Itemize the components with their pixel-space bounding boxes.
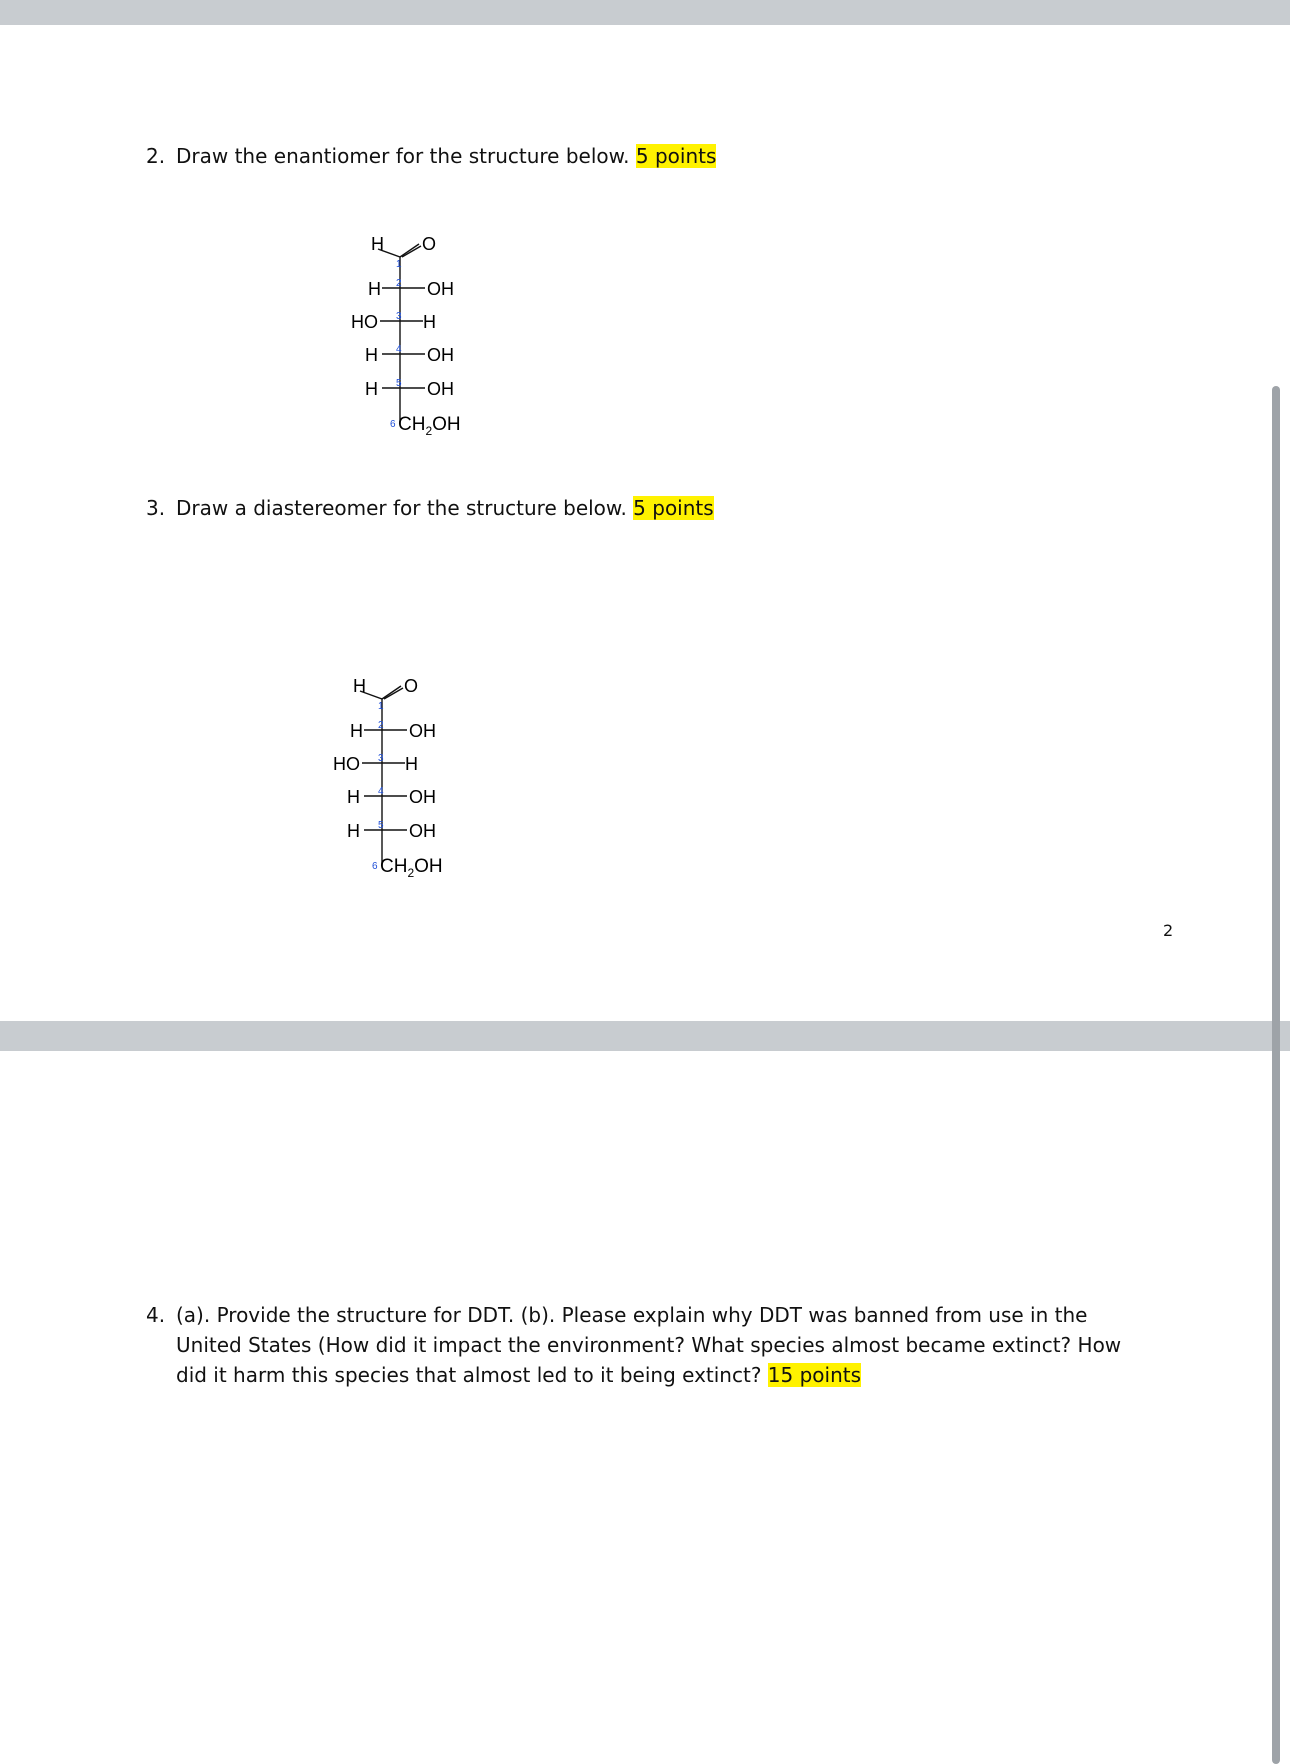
question-number: 2. <box>146 144 166 168</box>
c3-left: HO <box>351 312 378 332</box>
aldehyde-o: O <box>404 676 419 696</box>
carbon-6-label: 6 <box>390 419 396 430</box>
document-page-2 <box>0 1051 1272 1764</box>
c5-right: OH <box>427 379 454 399</box>
c2-right: OH <box>427 279 454 299</box>
c2-right: OH <box>409 721 436 741</box>
c4-left: H <box>347 787 360 807</box>
c4-right: OH <box>427 345 454 365</box>
row-c4 <box>365 344 454 365</box>
top-gray-band <box>0 0 1290 25</box>
row-c5 <box>347 820 436 841</box>
question-4 <box>146 1300 1156 1387</box>
c2-left: H <box>350 721 363 741</box>
points-highlight: 5 points <box>635 144 717 168</box>
c3-left: HO <box>333 754 360 774</box>
carbon-4-label: 4 <box>378 786 384 797</box>
carbon-1-label: 1 <box>378 701 384 712</box>
carbon-5-label: 5 <box>396 378 402 389</box>
carbon-3-label: 3 <box>396 311 402 322</box>
page-number: 2 <box>1163 921 1174 940</box>
aldehyde-o: O <box>422 234 437 254</box>
fischer-projection-2 <box>317 664 497 904</box>
carbon-2-label: 2 <box>378 720 384 731</box>
question-number: 4. <box>146 1303 166 1327</box>
question-text: (a). Provide the structure for DDT. (b). Please explain why DDT was banned from use in the United States (How did it impact the environment? What species almost became extinct? How did it harm this species that almost led to it being extinct? <box>176 1303 1122 1387</box>
c5-left: H <box>365 379 378 399</box>
aldehyde-h: H <box>371 234 384 254</box>
page-separator <box>0 1021 1290 1051</box>
carbon-2-label: 2 <box>396 278 402 289</box>
document-page-1 <box>0 25 1272 1021</box>
row-c4 <box>347 786 436 807</box>
carbon-3-label: 3 <box>378 753 384 764</box>
row-c3 <box>333 753 418 774</box>
fischer-projection-1 <box>335 222 515 462</box>
points-highlight: 5 points <box>633 496 714 520</box>
question-3 <box>146 493 714 523</box>
question-2 <box>146 141 716 171</box>
bottom-group: $CH_2OH$ <box>398 414 461 438</box>
carbon-4-label: 4 <box>396 344 402 355</box>
carbon-5-label: 5 <box>378 820 384 831</box>
row-c3 <box>351 311 436 332</box>
c5-right: OH <box>409 821 436 841</box>
c3-right: H <box>405 754 418 774</box>
question-body <box>176 1300 1156 1390</box>
c2-left: H <box>368 279 381 299</box>
c4-left: H <box>365 345 378 365</box>
c3-right: H <box>423 312 436 332</box>
row-c5 <box>365 378 454 399</box>
question-text: Draw a diastereomer for the structure below. <box>176 496 634 520</box>
row-c2 <box>368 278 454 299</box>
c4-right: OH <box>409 787 436 807</box>
carbon-1-label: 1 <box>396 259 402 270</box>
carbon-6-label: 6 <box>372 861 378 872</box>
c5-left: H <box>347 821 360 841</box>
question-number: 3. <box>146 496 166 520</box>
bottom-group: $CH_2OH$ <box>380 856 443 880</box>
row-c2 <box>350 720 436 741</box>
vertical-scrollbar[interactable] <box>1272 386 1280 1764</box>
points-highlight: 15 points <box>767 1363 862 1387</box>
question-text: Draw the enantiomer for the structure below. <box>176 144 636 168</box>
aldehyde-h: H <box>353 676 366 696</box>
